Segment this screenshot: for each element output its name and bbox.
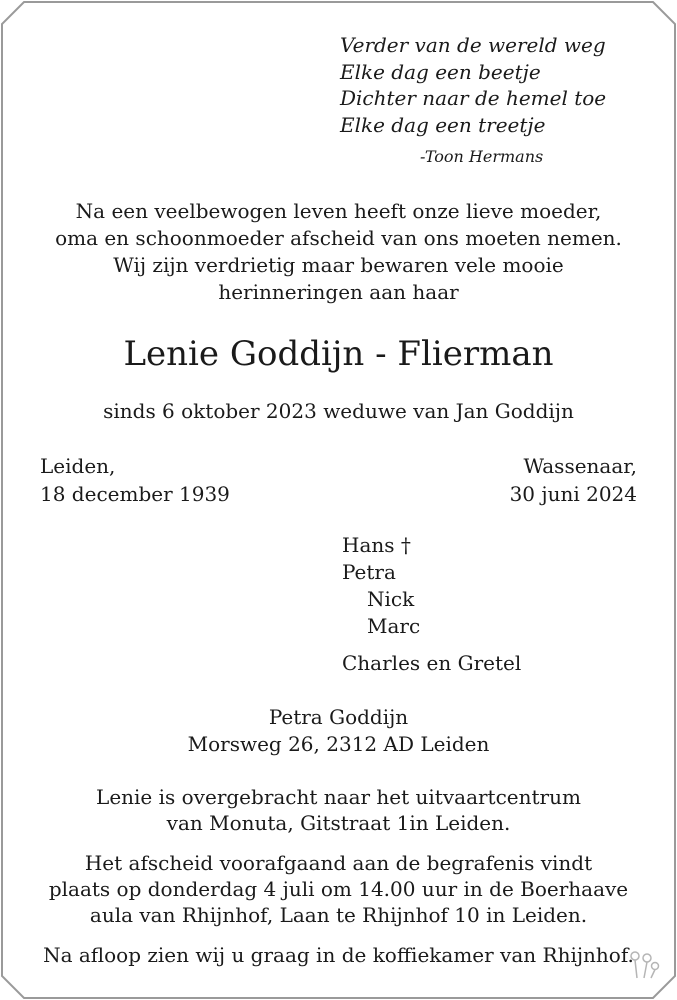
family-member: Petra	[342, 560, 396, 584]
correspondence-address	[0, 704, 677, 758]
family-member: Hans †	[342, 533, 411, 557]
address-street: Morsweg 26, 2312 AD Leiden	[187, 732, 490, 756]
address-name: Petra Goddijn	[268, 705, 409, 729]
poem-line: Dichter naar de hemel toe	[340, 86, 607, 110]
deceased-name: Lenie Goddijn - Flierman	[123, 334, 554, 374]
family-list	[342, 532, 521, 677]
death-info	[510, 452, 637, 508]
info-line: van Monuta, Gitstraat 1in Leiden.	[166, 811, 511, 835]
death-place: Wassenaar,	[523, 454, 637, 478]
info-line: Het afscheid voorafgaand aan de begrafenis vindt	[84, 851, 593, 875]
info-afterwards: Na afloop zien wij u graag in de koffiekamer van Rhijnhof.	[43, 943, 634, 967]
intro-line: herinneringen aan haar	[218, 280, 459, 304]
flower-logo-icon	[627, 950, 661, 980]
poem-line: Elke dag een treetje	[340, 112, 546, 137]
family-member: Charles en Gretel	[342, 651, 522, 675]
intro-line: Wij zijn verdrietig maar bewaren vele mooie	[113, 253, 564, 277]
birth-info	[40, 452, 230, 508]
poem	[340, 32, 606, 171]
info-line: Lenie is overgebracht naar het uitvaartcentrum	[96, 785, 581, 809]
birth-place: Leiden,	[40, 454, 116, 478]
info-transfer	[20, 784, 657, 836]
info-line: aula van Rhijnhof, Laan te Rhijnhof 10 in Leiden.	[89, 903, 588, 927]
family-member: Nick	[367, 587, 415, 611]
poem-line: Verder van de wereld weg	[340, 33, 606, 57]
family-member: Marc	[367, 614, 421, 638]
intro-text	[20, 198, 657, 306]
death-date: 30 juni 2024	[509, 482, 637, 506]
poem-author: -Toon Hermans	[420, 147, 544, 166]
intro-line: oma en schoonmoeder afscheid van ons moeten nemen.	[55, 226, 622, 250]
poem-line: Elke dag een beetje	[340, 59, 541, 84]
birth-date: 18 december 1939	[40, 482, 230, 506]
widow-line: sinds 6 oktober 2023 weduwe van Jan Goddijn	[103, 399, 574, 423]
info-line: plaats op donderdag 4 juli om 14.00 uur in de Boerhaave	[48, 877, 629, 901]
intro-line: Na een veelbewogen leven heeft onze lieve moeder,	[75, 199, 602, 223]
info-farewell	[20, 850, 657, 928]
